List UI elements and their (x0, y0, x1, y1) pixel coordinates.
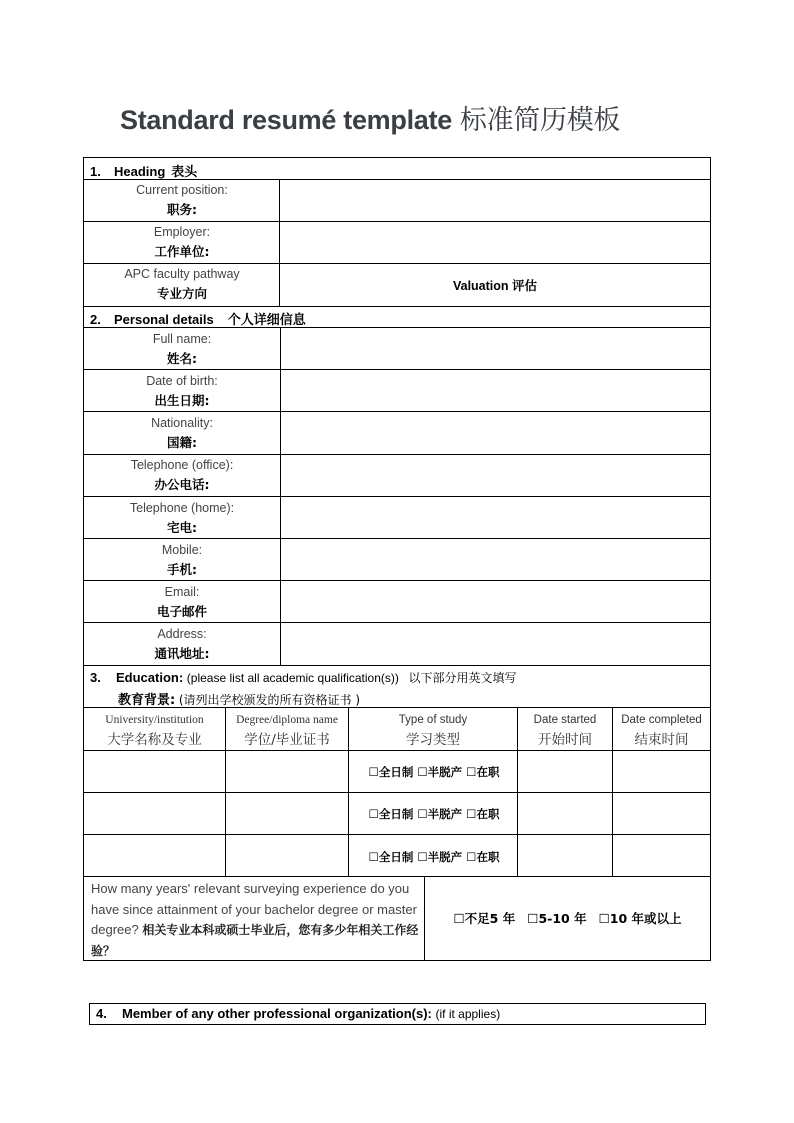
section-label: Member of any other professional organization(s): (122, 1006, 432, 1021)
field-label-address (84, 625, 280, 663)
column-header-cn: 开始时间 (538, 732, 592, 748)
grid-line (83, 834, 711, 835)
checkbox-full-time[interactable]: ☐全日制 (368, 765, 414, 779)
label-en: Date of birth: (146, 374, 218, 388)
education-note-en: (please list all academic qualification(s)) (186, 671, 399, 685)
section-number: 4. (96, 1006, 107, 1021)
study-type-options (350, 764, 518, 780)
field-label-date-of-birth (84, 372, 280, 410)
study-type-options (350, 849, 518, 865)
field-label-telephone-office (84, 456, 280, 494)
label-cn: 宅电: (167, 520, 197, 535)
checkbox-10-plus-years[interactable]: ☐10 年或以上 (598, 911, 682, 926)
label-en: Telephone (office): (130, 458, 234, 472)
label-en: Current position: (136, 183, 228, 197)
column-header-cn: 大学名称及专业 (107, 732, 202, 748)
education-cn-note: (请列出学校颁发的所有资格证书 ) (178, 693, 361, 707)
label-en: Mobile: (161, 543, 203, 557)
grid-line (83, 306, 711, 307)
nationality-field[interactable] (281, 412, 710, 454)
label-en: Email: (164, 585, 200, 599)
section-number: 3. (90, 670, 101, 685)
section-label: Heading (114, 164, 166, 179)
title-cn: 标准简历模板 (459, 105, 621, 136)
label-en: Employer: (153, 225, 211, 239)
column-header-date-started (518, 710, 612, 750)
field-label-telephone-home (84, 499, 280, 537)
column-header-type-of-study (349, 710, 517, 750)
checkbox-full-time[interactable]: ☐全日制 (368, 807, 414, 821)
field-label-full-name (84, 330, 280, 368)
checkbox-full-time[interactable]: ☐全日制 (368, 850, 414, 864)
checkbox-part-time[interactable]: ☐半脱产 (417, 765, 463, 779)
section-label: Education: (116, 670, 184, 685)
field-label-current-position (84, 181, 280, 219)
column-header-date-completed (613, 710, 710, 750)
section-label-cn: 表头 (171, 165, 198, 180)
checkbox-under-5-years[interactable]: ☐不足5 年 (453, 911, 516, 926)
telephone-office-field[interactable] (281, 455, 710, 496)
checkbox-part-time[interactable]: ☐半脱产 (417, 807, 463, 821)
section-note: (if it applies) (435, 1007, 501, 1021)
section-heading (90, 309, 306, 328)
telephone-home-field[interactable] (281, 497, 710, 538)
field-label-employer (84, 223, 280, 261)
page-title (120, 98, 620, 137)
years-question-cn: 相关专业本科或硕士毕业后，您有多少年相关工作经验？ (91, 923, 419, 958)
label-cn: 国籍: (167, 435, 197, 450)
address-field[interactable] (281, 623, 710, 665)
label-en: APC faculty pathway (124, 267, 240, 281)
column-header-en: Degree/diploma name (236, 714, 338, 726)
email-field[interactable] (281, 581, 710, 622)
label-cn: 出生日期: (154, 393, 210, 408)
field-label-nationality (84, 414, 280, 452)
column-header-cn: 结束时间 (634, 732, 689, 748)
column-header-en: Date completed (621, 714, 702, 726)
date-of-birth-field[interactable] (281, 370, 710, 411)
grid-line (83, 263, 711, 264)
education-heading (90, 667, 517, 711)
mobile-field[interactable] (281, 539, 710, 580)
years-experience-options (425, 909, 710, 927)
column-header-university (84, 710, 225, 750)
field-label-mobile (84, 541, 280, 579)
label-cn: 电子邮件 (156, 604, 207, 619)
section-number: 1. (90, 164, 101, 179)
column-header-degree (226, 710, 348, 750)
employer-field[interactable] (280, 222, 710, 263)
label-cn: 工作单位: (154, 244, 210, 259)
grid-line (83, 665, 711, 666)
column-header-cn: 学位/毕业证书 (244, 732, 330, 748)
grid-border-right (710, 157, 711, 960)
title-en: Standard resumé template (120, 105, 452, 135)
label-cn: 专业方向 (156, 286, 207, 301)
label-cn: 办公电话: (154, 477, 210, 492)
label-cn: 姓名: (167, 351, 197, 366)
label-en: Telephone (home): (129, 501, 235, 515)
study-type-options (350, 806, 518, 822)
column-header-en: Date started (533, 714, 597, 726)
checkbox-5-10-years[interactable]: ☐5-10 年 (527, 911, 587, 926)
years-experience-question (91, 879, 421, 961)
education-note-cn: 以下部分用英文填写 (408, 671, 517, 685)
education-label-cn: 教育背景: (118, 693, 176, 708)
label-en: Full name: (152, 332, 212, 346)
full-name-field[interactable] (281, 328, 710, 369)
field-label-apc-pathway (84, 265, 280, 303)
label-en: Address: (157, 627, 207, 641)
section-label-cn: 个人详细信息 (227, 313, 306, 328)
grid-line (83, 792, 711, 793)
years-question-en: How many years' relevant surveying experience do you have since attainment of your bachelor degree or master degree? (91, 881, 417, 937)
column-header-en: Type of study (398, 714, 468, 726)
section-number: 2. (90, 312, 101, 327)
column-header-cn: 学习类型 (406, 732, 460, 748)
section-heading (90, 161, 197, 180)
checkbox-in-service[interactable]: ☐在职 (466, 850, 500, 864)
section-label: Personal details (114, 312, 214, 327)
grid-line (83, 157, 711, 158)
grid-line (83, 876, 711, 877)
valuation-field[interactable]: Valuation 评估 (452, 279, 538, 293)
section-4-professional-organizations[interactable] (89, 1003, 706, 1025)
field-label-email (84, 583, 280, 621)
checkbox-part-time[interactable]: ☐半脱产 (417, 850, 463, 864)
checkbox-in-service[interactable]: ☐在职 (466, 765, 500, 779)
column-header-en: University/institution (105, 714, 204, 726)
checkbox-in-service[interactable]: ☐在职 (466, 807, 500, 821)
label-cn: 通讯地址: (154, 646, 210, 661)
label-en: Nationality: (151, 416, 213, 430)
label-cn: 手机: (167, 562, 197, 577)
current-position-field[interactable] (280, 180, 710, 221)
label-cn: 职务: (167, 202, 197, 217)
grid-line (83, 750, 711, 751)
